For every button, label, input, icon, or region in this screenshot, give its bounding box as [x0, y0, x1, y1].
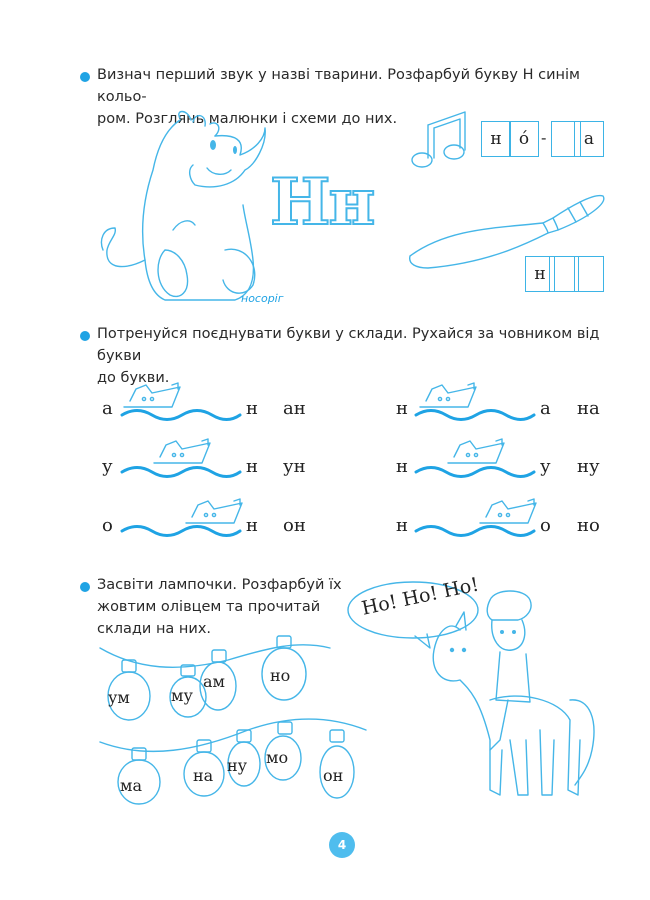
- task2-line1: Потренуйся поєднувати букви у склади. Рухайся за човником від букви: [97, 326, 600, 364]
- bulb-syllable: му: [171, 686, 193, 705]
- task3-line1: Засвіти лампочки. Розфарбуй їх: [97, 577, 342, 593]
- result-syllable: ну: [577, 456, 600, 477]
- wave-line: [120, 465, 242, 479]
- scheme-dash: -: [541, 128, 547, 147]
- animal-caption: носоріг: [241, 292, 284, 305]
- start-letter: н: [396, 398, 408, 419]
- boat-icon: [418, 381, 478, 411]
- boat-icon: [446, 437, 506, 467]
- result-syllable: ун: [283, 456, 306, 477]
- rhino-illustration: [95, 110, 275, 310]
- bulb-syllable: ма: [120, 776, 142, 795]
- page-number: 4: [337, 838, 347, 852]
- big-letters-hn: Нн: [270, 165, 374, 240]
- bullet-icon: [80, 72, 90, 82]
- bulb-syllable: мо: [266, 748, 289, 767]
- task3-line3: склади на них.: [97, 621, 212, 637]
- bulb-syllable: он: [323, 766, 344, 785]
- result-syllable: ан: [283, 398, 306, 419]
- bulb-syllable: ам: [203, 672, 225, 691]
- bulb-syllable: ум: [108, 688, 130, 707]
- end-letter: у: [540, 456, 551, 477]
- task2-line2: до букви.: [97, 370, 170, 386]
- end-letter: о: [540, 515, 551, 536]
- end-letter: а: [540, 398, 551, 419]
- scheme-cell: ó: [509, 121, 539, 157]
- end-letter: н: [246, 398, 258, 419]
- boat-icon: [478, 497, 538, 527]
- result-syllable: но: [577, 515, 600, 536]
- lightbulb-icon: [318, 730, 356, 798]
- start-letter: а: [102, 398, 113, 419]
- result-syllable: он: [283, 515, 306, 536]
- start-letter: о: [102, 515, 113, 536]
- music-note-icon: [410, 110, 470, 170]
- start-letter: н: [396, 515, 408, 536]
- end-letter: н: [246, 456, 258, 477]
- task1-line1: Визнач перший звук у назві тварини. Розфарбуй букву Н синім кольо-: [97, 67, 580, 105]
- result-syllable: на: [577, 398, 600, 419]
- page-number-badge: [329, 832, 355, 858]
- start-letter: н: [396, 456, 408, 477]
- scheme-cell: н: [481, 121, 511, 157]
- bulb-syllable: ну: [227, 756, 248, 775]
- bulb-syllable: на: [193, 766, 214, 785]
- bullet-icon: [80, 582, 90, 592]
- scheme-cell: н: [525, 256, 555, 292]
- boat-icon: [184, 497, 244, 527]
- wave-line: [414, 465, 536, 479]
- scheme-cell: [574, 256, 604, 292]
- bullet-icon: [80, 331, 90, 341]
- bulb-syllable: но: [270, 666, 291, 685]
- start-letter: у: [102, 456, 113, 477]
- task2-instruction: [97, 323, 627, 389]
- scheme-cell: а: [574, 121, 604, 157]
- task3-line2: жовтим олівцем та прочитай: [97, 599, 321, 615]
- end-letter: н: [246, 515, 258, 536]
- boy-on-horse-illustration: [430, 590, 600, 810]
- boat-icon: [152, 437, 212, 467]
- task1-line2: ром. Розглянь малюнки і схеми до них.: [97, 111, 398, 127]
- speech-bubble-text: Но! Но! Но!: [359, 573, 481, 620]
- boat-icon: [122, 381, 182, 411]
